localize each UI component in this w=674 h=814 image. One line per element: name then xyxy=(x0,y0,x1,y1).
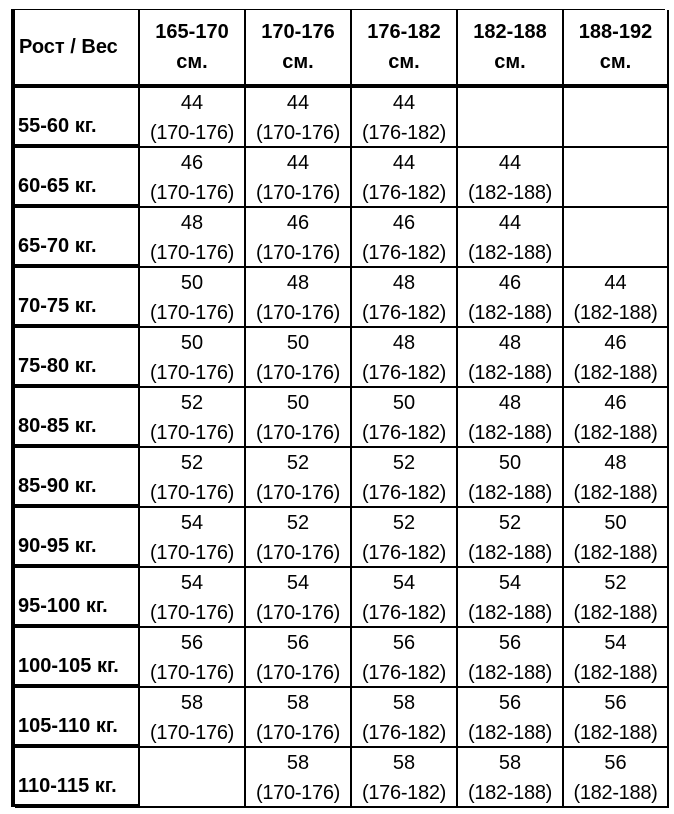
size-value: 52 xyxy=(180,452,204,474)
height-range: (182-188) xyxy=(573,602,658,624)
row-label: 95-100 кг. xyxy=(15,568,140,628)
height-range: (176-182) xyxy=(361,542,447,564)
size-cell xyxy=(246,568,352,628)
size-value: 58 xyxy=(392,692,416,714)
size-value: 50 xyxy=(392,392,416,414)
size-cell xyxy=(458,148,564,208)
size-cell xyxy=(246,88,352,148)
size-cell xyxy=(140,568,246,628)
size-value: 50 xyxy=(180,272,204,294)
height-range: (182-188) xyxy=(573,722,658,744)
size-value: 52 xyxy=(286,452,310,474)
height-range: (170-176) xyxy=(255,722,341,744)
column-header-unit: см. xyxy=(494,51,526,73)
size-cell xyxy=(564,268,669,328)
size-cell xyxy=(140,448,246,508)
size-value: 52 xyxy=(498,512,522,534)
height-range: (176-182) xyxy=(361,242,447,264)
size-value: 46 xyxy=(604,332,627,354)
size-value: 58 xyxy=(180,692,204,714)
size-cell xyxy=(564,208,669,268)
height-range: (176-182) xyxy=(361,602,447,624)
size-cell xyxy=(564,328,669,388)
size-cell xyxy=(564,448,669,508)
size-value: 48 xyxy=(604,452,627,474)
size-value: 56 xyxy=(286,632,310,654)
size-cell xyxy=(246,748,352,808)
size-cell xyxy=(246,148,352,208)
height-range: (182-188) xyxy=(467,422,553,444)
size-value: 46 xyxy=(180,152,204,174)
size-value: 52 xyxy=(392,512,416,534)
height-range: (170-176) xyxy=(255,782,341,804)
column-header-unit: см. xyxy=(282,51,314,73)
height-range: (176-182) xyxy=(361,122,447,144)
size-value: 44 xyxy=(180,92,204,114)
row-label: 85-90 кг. xyxy=(15,448,140,508)
column-header-height: 170-176 xyxy=(261,21,335,43)
size-value: 46 xyxy=(498,272,522,294)
size-value: 48 xyxy=(498,392,522,414)
height-range: (182-188) xyxy=(467,302,553,324)
size-value: 48 xyxy=(180,212,204,234)
height-range: (182-188) xyxy=(467,542,553,564)
height-range: (176-182) xyxy=(361,182,447,204)
row-label: 75-80 кг. xyxy=(15,328,140,388)
size-cell xyxy=(352,268,458,328)
size-value: 44 xyxy=(498,152,522,174)
size-cell xyxy=(458,268,564,328)
column-header xyxy=(246,10,352,88)
height-range: (170-176) xyxy=(149,482,235,504)
height-range: (170-176) xyxy=(149,722,235,744)
size-cell xyxy=(246,688,352,748)
height-range: (182-188) xyxy=(573,542,658,564)
size-value: 54 xyxy=(180,512,204,534)
size-value: 50 xyxy=(604,512,627,534)
height-range: (176-182) xyxy=(361,662,447,684)
height-range: (182-188) xyxy=(573,302,658,324)
size-cell xyxy=(246,328,352,388)
column-header xyxy=(352,10,458,88)
size-cell xyxy=(352,448,458,508)
size-cell xyxy=(246,448,352,508)
height-range: (182-188) xyxy=(573,362,658,384)
size-cell xyxy=(352,748,458,808)
size-cell xyxy=(564,628,669,688)
size-cell xyxy=(246,388,352,448)
height-range: (170-176) xyxy=(149,662,235,684)
height-range: (176-182) xyxy=(361,362,447,384)
row-label: 100-105 кг. xyxy=(15,628,140,688)
column-header-height: 165-170 xyxy=(155,21,229,43)
size-value: 48 xyxy=(392,332,416,354)
size-value: 44 xyxy=(286,92,310,114)
size-value: 58 xyxy=(286,752,310,774)
row-label: 110-115 кг. xyxy=(15,748,140,808)
size-value: 58 xyxy=(498,752,522,774)
size-cell xyxy=(246,268,352,328)
size-cell xyxy=(564,748,669,808)
column-header-height: 188-192 xyxy=(578,21,653,43)
size-value: 58 xyxy=(392,752,416,774)
size-value: 44 xyxy=(286,152,310,174)
size-value: 52 xyxy=(286,512,310,534)
height-range: (170-176) xyxy=(255,602,341,624)
height-range: (182-188) xyxy=(467,782,553,804)
height-range: (182-188) xyxy=(573,422,658,444)
size-value: 56 xyxy=(604,752,627,774)
column-header xyxy=(564,10,669,88)
size-value: 48 xyxy=(392,272,416,294)
height-range: (182-188) xyxy=(467,662,553,684)
height-range: (170-176) xyxy=(255,662,341,684)
size-cell xyxy=(140,748,246,808)
size-value: 44 xyxy=(392,92,416,114)
row-label: 60-65 кг. xyxy=(15,148,140,208)
size-cell xyxy=(140,88,246,148)
size-value: 52 xyxy=(604,572,627,594)
height-range: (170-176) xyxy=(149,602,235,624)
size-cell xyxy=(458,448,564,508)
height-range: (170-176) xyxy=(255,362,341,384)
size-value: 52 xyxy=(180,392,204,414)
size-cell xyxy=(564,388,669,448)
row-label: 70-75 кг. xyxy=(15,268,140,328)
size-cell xyxy=(458,328,564,388)
height-range: (182-188) xyxy=(467,482,553,504)
height-range: (170-176) xyxy=(149,302,235,324)
size-cell xyxy=(246,628,352,688)
height-range: (170-176) xyxy=(255,422,341,444)
height-range: (170-176) xyxy=(149,242,235,264)
height-range: (170-176) xyxy=(255,302,341,324)
size-cell xyxy=(352,568,458,628)
size-value: 44 xyxy=(392,152,416,174)
size-value: 54 xyxy=(180,572,204,594)
height-range: (182-188) xyxy=(467,362,553,384)
height-range: (170-176) xyxy=(149,122,235,144)
size-value: 44 xyxy=(604,272,627,294)
size-cell xyxy=(140,328,246,388)
height-range: (182-188) xyxy=(467,242,553,264)
size-value: 50 xyxy=(498,452,522,474)
size-cell xyxy=(564,508,669,568)
size-cell xyxy=(246,508,352,568)
size-cell xyxy=(458,628,564,688)
size-cell xyxy=(458,748,564,808)
column-header-height: 176-182 xyxy=(367,21,441,43)
size-value: 50 xyxy=(286,392,310,414)
height-range: (182-188) xyxy=(573,782,658,804)
size-cell xyxy=(564,688,669,748)
size-cell xyxy=(352,328,458,388)
height-range: (182-188) xyxy=(573,482,658,504)
height-range: (176-182) xyxy=(361,302,447,324)
size-cell xyxy=(352,628,458,688)
size-cell xyxy=(458,388,564,448)
size-cell xyxy=(140,388,246,448)
size-value: 50 xyxy=(180,332,204,354)
column-header xyxy=(458,10,564,88)
size-chart-table xyxy=(11,9,665,807)
height-range: (170-176) xyxy=(149,362,235,384)
column-header xyxy=(140,10,246,88)
size-cell xyxy=(352,148,458,208)
height-range: (182-188) xyxy=(573,662,658,684)
height-range: (176-182) xyxy=(361,722,447,744)
size-cell xyxy=(352,88,458,148)
size-cell xyxy=(246,208,352,268)
size-value: 54 xyxy=(392,572,416,594)
size-value: 44 xyxy=(498,212,522,234)
corner-header xyxy=(15,10,140,88)
corner-label: Рост / Вес xyxy=(19,36,118,58)
size-cell xyxy=(352,208,458,268)
height-range: (182-188) xyxy=(467,722,553,744)
size-cell xyxy=(140,148,246,208)
row-label: 105-110 кг. xyxy=(15,688,140,748)
size-value: 46 xyxy=(392,212,416,234)
size-value: 56 xyxy=(604,692,627,714)
height-range: (176-182) xyxy=(361,422,447,444)
height-range: (182-188) xyxy=(467,602,553,624)
height-range: (182-188) xyxy=(467,182,553,204)
size-cell xyxy=(458,688,564,748)
size-value: 58 xyxy=(286,692,310,714)
row-label: 90-95 кг. xyxy=(15,508,140,568)
size-cell xyxy=(458,208,564,268)
column-header-unit: см. xyxy=(388,51,420,73)
size-cell xyxy=(564,148,669,208)
size-cell xyxy=(140,688,246,748)
size-cell xyxy=(564,88,669,148)
size-value: 48 xyxy=(498,332,522,354)
size-cell xyxy=(352,388,458,448)
row-label: 55-60 кг. xyxy=(15,88,140,148)
height-range: (170-176) xyxy=(149,542,235,564)
height-range: (170-176) xyxy=(255,242,341,264)
size-cell xyxy=(140,628,246,688)
size-cell xyxy=(352,688,458,748)
row-label: 80-85 кг. xyxy=(15,388,140,448)
size-cell xyxy=(140,208,246,268)
height-range: (170-176) xyxy=(255,542,341,564)
height-range: (176-182) xyxy=(361,482,447,504)
size-cell xyxy=(140,268,246,328)
column-header-unit: см. xyxy=(599,51,632,73)
size-value: 46 xyxy=(286,212,310,234)
size-value: 50 xyxy=(286,332,310,354)
size-value: 56 xyxy=(498,692,522,714)
size-value: 56 xyxy=(392,632,416,654)
column-header-unit: см. xyxy=(176,51,208,73)
size-cell xyxy=(458,88,564,148)
size-value: 48 xyxy=(286,272,310,294)
size-cell xyxy=(140,508,246,568)
size-value: 46 xyxy=(604,392,627,414)
size-value: 54 xyxy=(498,572,522,594)
column-header-height: 182-188 xyxy=(473,21,547,43)
size-cell xyxy=(458,568,564,628)
height-range: (170-176) xyxy=(255,182,341,204)
size-value: 54 xyxy=(286,572,310,594)
size-cell xyxy=(564,568,669,628)
size-cell xyxy=(352,508,458,568)
height-range: (170-176) xyxy=(149,422,235,444)
height-range: (170-176) xyxy=(149,182,235,204)
size-value: 56 xyxy=(498,632,522,654)
row-label: 65-70 кг. xyxy=(15,208,140,268)
height-range: (170-176) xyxy=(255,482,341,504)
size-cell xyxy=(458,508,564,568)
size-value: 52 xyxy=(392,452,416,474)
size-value: 54 xyxy=(604,632,627,654)
height-range: (176-182) xyxy=(361,782,447,804)
size-value: 56 xyxy=(180,632,204,654)
height-range: (170-176) xyxy=(255,122,341,144)
